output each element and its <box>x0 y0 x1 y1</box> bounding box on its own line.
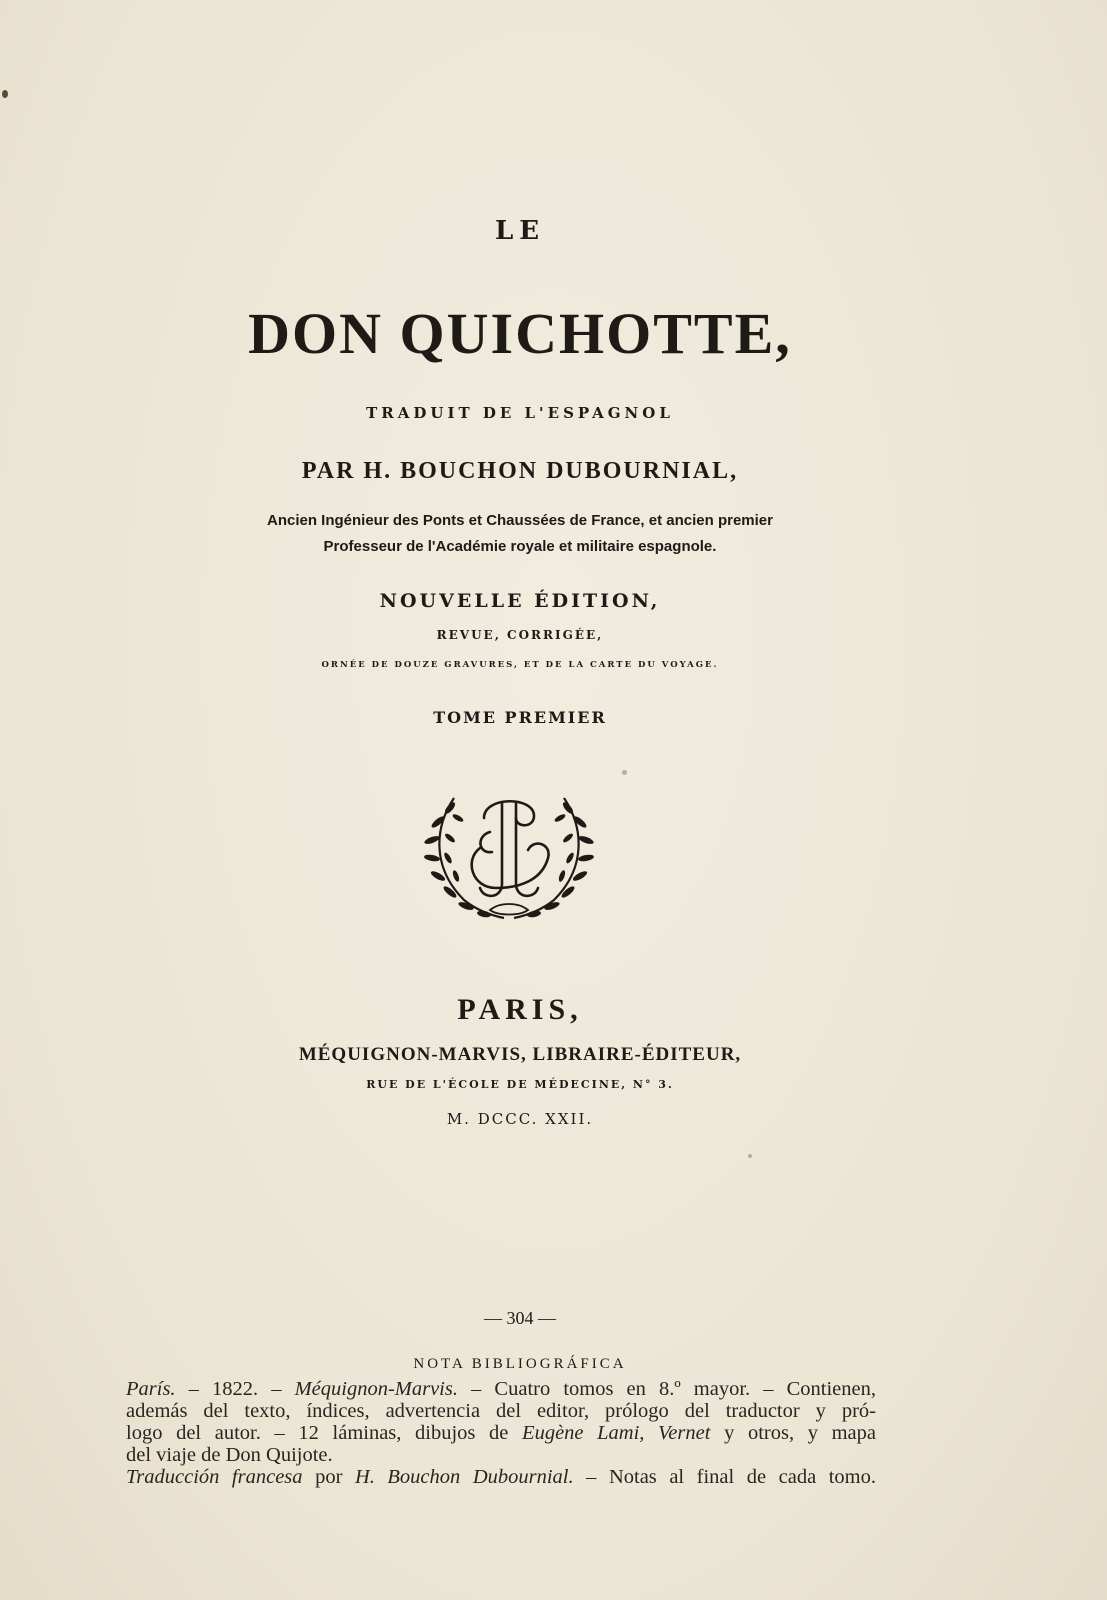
note-translation-label: Traducción francesa <box>126 1466 303 1488</box>
paper-speck <box>748 1154 752 1158</box>
city-name: PARIS, <box>457 993 583 1026</box>
edition-label: NOUVELLE ÉDITION, <box>379 590 661 612</box>
paper-speck <box>622 770 627 775</box>
translator-credentials-line2: Professeur de l'Académie royale et militaire espagnole. <box>323 538 717 555</box>
illustration-note: ORNÉE DE DOUZE GRAVURES, ET DE LA CARTE DU VOYAGE. <box>321 660 719 670</box>
volume-label: TOME PREMIER <box>433 708 607 727</box>
note-line <box>126 1378 876 1400</box>
note-text: – Notas al final de cada tomo. <box>573 1466 876 1488</box>
note-text: – 1822. – <box>175 1378 295 1400</box>
note-city: París. <box>126 1378 176 1400</box>
revision-note: REVUE, CORRIGÉE, <box>436 628 604 642</box>
bibliographic-note <box>126 1378 876 1488</box>
bibliographic-note-heading: NOTA BIBLIOGRÁFICA <box>413 1356 627 1372</box>
note-line: además del texto, índices, advertencia del editor, prólogo del traductor y pró- <box>126 1400 876 1422</box>
title-article: LE <box>494 216 546 246</box>
monogram-wreath-emblem <box>424 788 594 924</box>
note-publisher: Méquignon-Marvis. <box>294 1378 458 1400</box>
page-number: — 304 — <box>484 1308 556 1328</box>
note-translator: H. Bouchon Dubournial. <box>354 1466 574 1488</box>
translator-credentials-line1: Ancien Ingénieur des Ponts et Chaussées de France, et ancien premier <box>266 512 773 529</box>
note-line <box>126 1422 876 1444</box>
note-text: y otros, y mapa <box>710 1422 876 1444</box>
publisher-address: RUE DE L'ÉCOLE DE MÉDECINE, N° 3. <box>366 1078 674 1091</box>
paper-speck <box>2 90 8 98</box>
book-title: DON QUICHOTTE, <box>248 301 792 366</box>
note-line <box>126 1466 876 1488</box>
note-text: logo del autor. – 12 láminas, dibujos de <box>126 1422 523 1444</box>
translator-name: PAR H. BOUCHON DUBOURNIAL, <box>301 458 739 484</box>
publisher-name: MÉQUIGNON-MARVIS, LIBRAIRE-ÉDITEUR, <box>298 1044 742 1065</box>
note-line: del viaje de Don Quijote. <box>126 1444 333 1466</box>
note-text: – Cuatro tomos en 8.º mayor. – Contienen, <box>457 1378 877 1400</box>
translation-note: TRADUIT DE L'ESPAGNOL <box>366 404 674 422</box>
note-illustrators: Eugène Lami, Vernet <box>522 1422 711 1444</box>
publication-year: M. DCCC. XXII. <box>446 1110 594 1128</box>
note-text: por <box>302 1466 355 1488</box>
